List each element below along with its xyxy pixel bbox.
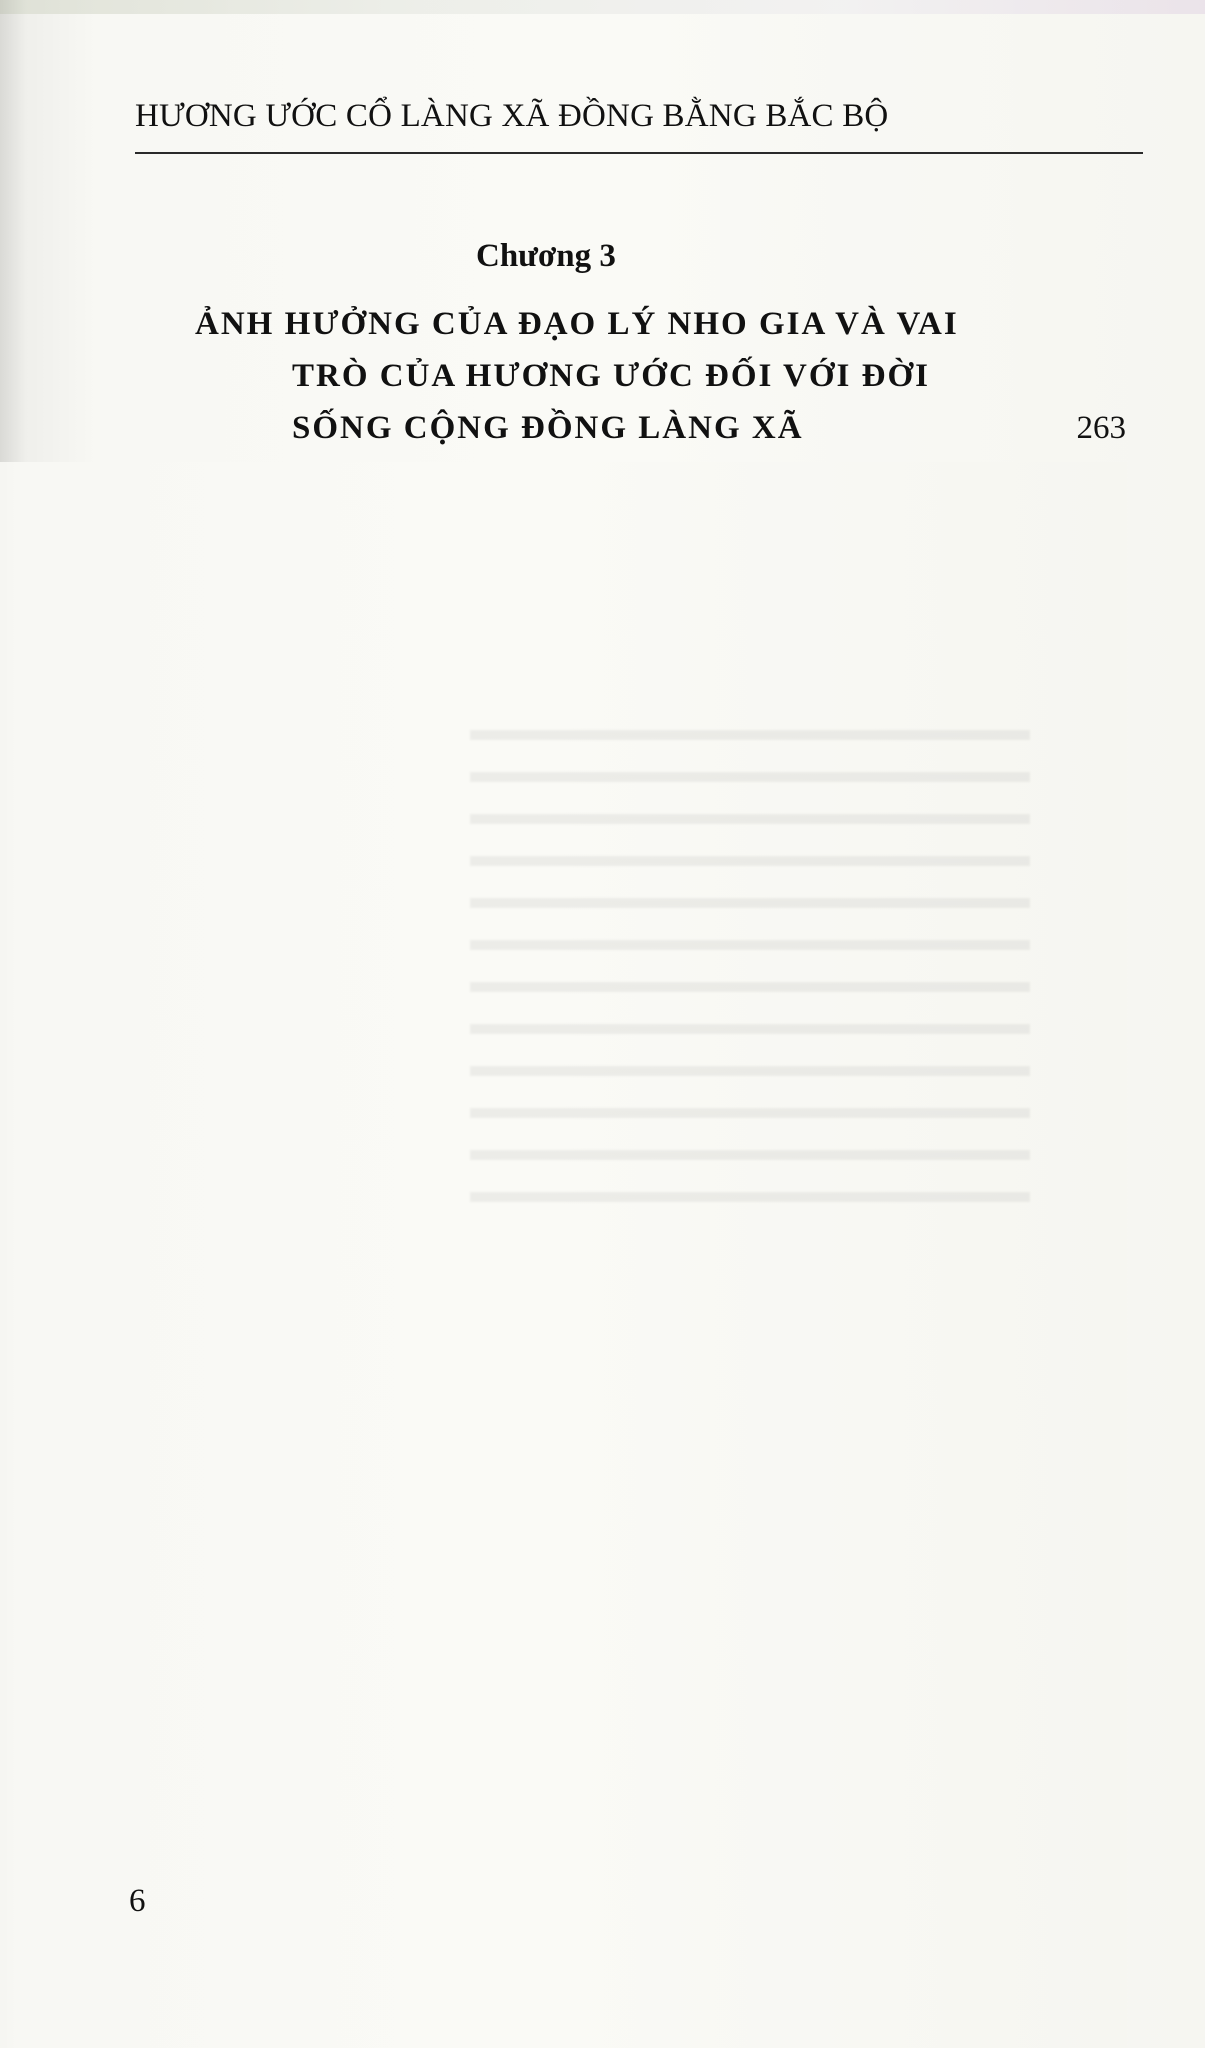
running-header — [135, 98, 1143, 160]
chapter-title-line-3 — [195, 402, 1160, 454]
toc-row-1 — [135, 462, 1127, 527]
chapter-title-text-1: ẢNH HƯỞNG CỦA ĐẠO LÝ NHO GIA VÀ VAI — [195, 306, 959, 342]
chapter-title-line-2 — [195, 350, 1160, 402]
chapter-number: Chương 3 — [476, 238, 616, 274]
chapter-title — [195, 298, 1160, 454]
header-divider — [135, 152, 1143, 154]
footer-page-number: 6 — [129, 1883, 146, 1919]
toc-row-5 — [135, 722, 1127, 787]
chapter-title-text-2: TRÒ CỦA HƯƠNG ƯỚC ĐỐI VỚI ĐỜI — [292, 358, 930, 394]
scan-top-strip — [0, 0, 1205, 14]
chapter-title-text-3: SỐNG CỘNG ĐỒNG LÀNG XÃ — [292, 410, 804, 446]
running-title: HƯƠNG ƯỚC CỔ LÀNG XÃ ĐỒNG BẰNG BẮC BỘ — [135, 98, 889, 134]
toc-row-4 — [135, 657, 1127, 722]
toc-page — [0, 722, 1127, 2048]
table-of-contents — [135, 462, 1127, 787]
chapter-title-line-1 — [195, 298, 1160, 350]
toc-row-2 — [135, 527, 1127, 592]
chapter-page-number: 263 — [1076, 410, 1126, 446]
toc-row-3 — [135, 592, 1127, 657]
